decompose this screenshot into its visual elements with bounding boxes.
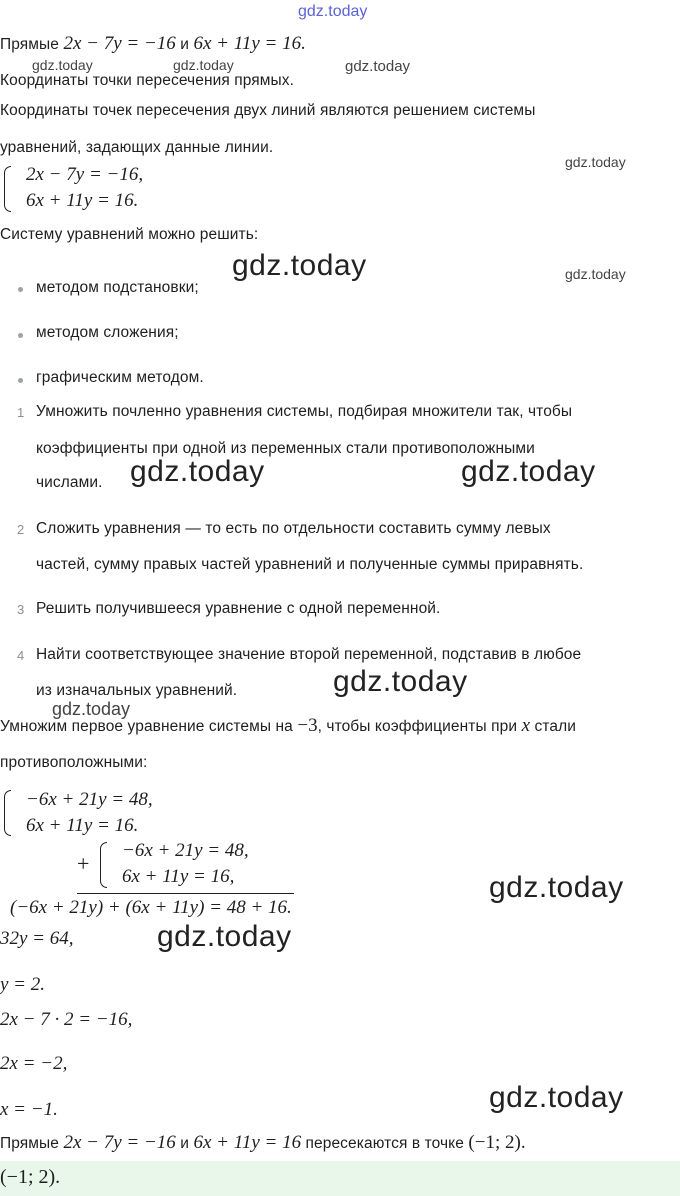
system-brace bbox=[4, 790, 11, 836]
conclusion-line bbox=[0, 1132, 526, 1154]
watermark-big: gdz.today bbox=[489, 1081, 624, 1114]
system2-eq2: 6x + 11y = 16. bbox=[26, 815, 139, 836]
watermark-big: gdz.today bbox=[461, 455, 596, 488]
conclusion-word: Прямые bbox=[0, 1135, 59, 1152]
intro-eq2: 6x + 11y = 16. bbox=[193, 33, 306, 54]
calc-line: 32y = 64, bbox=[0, 928, 74, 949]
intro-eq1: 2x − 7y = −16 bbox=[63, 33, 176, 54]
method-item: методом подстановки; bbox=[36, 279, 199, 296]
bullet-dot bbox=[18, 333, 23, 338]
step-text: Найти соответствующее значение второй переменной, подставив в любое bbox=[36, 646, 582, 663]
conclusion-eq2: 6x + 11y = 16 bbox=[193, 1132, 302, 1153]
explain-line-1: Координаты точек пересечения двух линий являются решением системы bbox=[0, 102, 536, 119]
methods-intro: Систему уравнений можно решить: bbox=[0, 226, 259, 243]
sum-rule bbox=[77, 893, 294, 894]
sum-line: (−6x + 21y) + (6x + 11y) = 48 + 16. bbox=[10, 897, 292, 918]
system3-eq1: −6x + 21y = 48, bbox=[122, 840, 249, 861]
answer: (−1; 2). bbox=[0, 1166, 61, 1188]
watermark-small: gdz.today bbox=[565, 266, 626, 282]
step-text: частей, сумму правых частей уравнений и полученные суммы приравнять. bbox=[36, 556, 584, 573]
multiply-factor: −3 bbox=[297, 715, 318, 736]
watermark-top: gdz.today bbox=[298, 3, 368, 20]
calc-line: 2x − 7 · 2 = −16, bbox=[0, 1009, 133, 1030]
system-brace bbox=[100, 842, 107, 888]
system2-eq1: −6x + 21y = 48, bbox=[26, 789, 153, 810]
watermark-small: gdz.today bbox=[32, 57, 93, 73]
step-text: Решить получившееся уравнение с одной переменной. bbox=[36, 600, 441, 617]
watermark-big: gdz.today bbox=[232, 249, 367, 282]
step-text: коэффициенты при одной из переменных стали противоположными bbox=[36, 440, 535, 457]
multiply-text-b: , чтобы коэффициенты при bbox=[317, 718, 518, 735]
conclusion-text: пересекаются в точке bbox=[305, 1135, 464, 1152]
watermark-big: gdz.today bbox=[130, 455, 265, 488]
conclusion-eq1: 2x − 7y = −16 bbox=[63, 1132, 176, 1153]
step-text: Сложить уравнения — то есть по отдельности составить сумму левых bbox=[36, 520, 551, 537]
bullet-dot bbox=[18, 378, 23, 383]
bullet-dot bbox=[18, 287, 23, 292]
plus-sign: + bbox=[77, 851, 90, 876]
conclusion-and: и bbox=[180, 1135, 190, 1152]
watermark-big: gdz.today bbox=[157, 920, 292, 953]
step-number: 3 bbox=[17, 602, 25, 617]
watermark-small: gdz.today bbox=[345, 58, 411, 75]
method-item: графическим методом. bbox=[36, 369, 204, 386]
step-number: 1 bbox=[17, 405, 25, 420]
watermark-small: gdz.today bbox=[52, 699, 131, 719]
watermark-small: gdz.today bbox=[565, 154, 626, 170]
watermark-big: gdz.today bbox=[333, 665, 468, 698]
system-brace bbox=[4, 166, 11, 212]
system3-eq2: 6x + 11y = 16, bbox=[122, 866, 235, 887]
method-item: методом сложения; bbox=[36, 324, 179, 341]
multiply-text-a: Умножим первое уравнение системы на bbox=[0, 718, 293, 735]
watermark-big: gdz.today bbox=[489, 871, 624, 904]
intro-and: и bbox=[180, 36, 190, 53]
multiply-text-c: стали bbox=[534, 718, 576, 735]
step-text: Умножить почленно уравнения системы, подбирая множители так, чтобы bbox=[36, 403, 573, 420]
intro-word: Прямые bbox=[0, 36, 59, 53]
multiply-line-2: противоположными: bbox=[0, 754, 148, 771]
intro-line bbox=[0, 33, 306, 55]
step-number: 4 bbox=[17, 648, 25, 663]
system1-eq2: 6x + 11y = 16. bbox=[26, 190, 139, 211]
multiply-var: x bbox=[521, 715, 531, 736]
calc-line: y = 2. bbox=[0, 974, 46, 995]
answer-box bbox=[0, 1161, 680, 1196]
calc-line: 2x = −2, bbox=[0, 1053, 68, 1074]
step-text: из изначальных уравнений. bbox=[36, 682, 238, 699]
heading: Координаты точки пересечения прямых. bbox=[0, 72, 295, 89]
step-number: 2 bbox=[17, 522, 25, 537]
step-text: числами. bbox=[36, 474, 103, 491]
calc-line: x = −1. bbox=[0, 1099, 58, 1120]
watermark-small: gdz.today bbox=[173, 57, 234, 73]
conclusion-point: (−1; 2). bbox=[468, 1132, 526, 1153]
system1-eq1: 2x − 7y = −16, bbox=[26, 164, 144, 185]
explain-line-2: уравнений, задающих данные линии. bbox=[0, 139, 274, 156]
multiply-line bbox=[0, 715, 576, 737]
